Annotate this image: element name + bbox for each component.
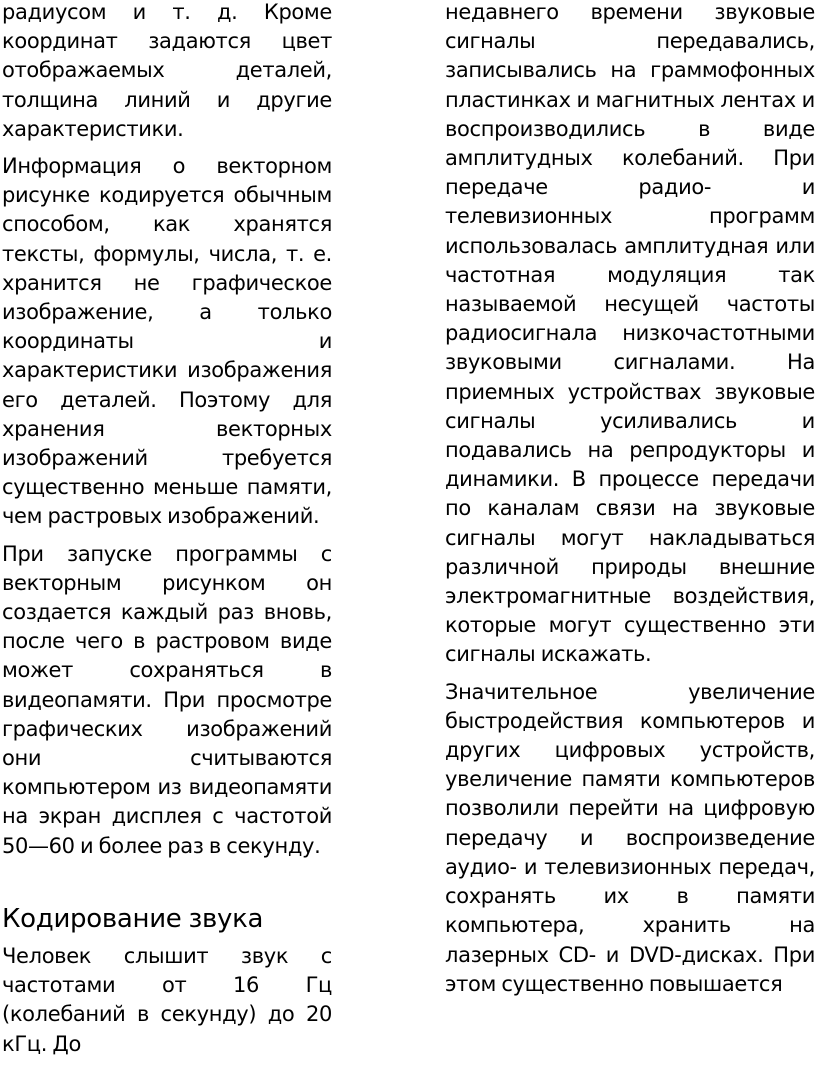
paragraph-vector-rendering: При запуске программы с векторным рисунком он создается каждый раз вновь, после чего в растровом виде может сохраняться в видеопамяти. При просмотре графических изображений они считываются компьютером из видеопамяти на экран дисплея с частотой 50—60 и более раз в секунду. [2,541,332,858]
paragraph-vector-encoding: Информация о векторном рисунке кодируется обычным способом, как хранятся тексты, формулы, числа, т. е. хранится не графическое изображение, а только координаты и характеристики изображения его деталей. Поэтому для хранения векторных изображений требуется существенно меньше памяти, чем растровых изображений. [2,154,332,529]
paragraph-vector-characteristics: радиусом и т. д. Кроме координат задаются цвет отображаемых деталей, толщина линий и другие характеристики. [2,0,332,141]
left-column [2,0,332,1067]
paragraph-analog-sound: недавнего времени звуковые сигналы передавались, записывались на граммофонных пластинках и магнитных лентах и воспроизводились в виде амплитудных колебаний. При передаче радио- и телевизионных программ использовалась амплитудная или частотная модуляция так называемой несущей частоты радиосигнала низкочастотными звуковыми сигналами. На приемных устройствах звуковые сигналы усиливались и подавались на репродукторы и динамики. В процессе передачи по каналам связи на звуковые сигналы могут накладываться различной природы внешние электромагнитные воздействия, которые могут существенно эти сигналы искажать. [445,0,815,667]
paragraph-digital-transition: Значительное увеличение быстродействия компьютеров и других цифровых устройств, увеличение памяти компьютеров позволили перейти на цифровую передачу и воспроизведение аудио- и телевизионных передач, сохранять их в памяти компьютера, хранить на лазерных CD- и DVD-дисках. При этом существенно повышается [445,679,815,996]
right-column [445,0,815,1007]
paragraph-human-hearing: Человек слышит звук с частотами от 16 Гц (колебаний в секунду) до 20 кГц. До [2,943,332,1056]
section-heading-sound-encoding: Кодирование звука [2,903,264,934]
